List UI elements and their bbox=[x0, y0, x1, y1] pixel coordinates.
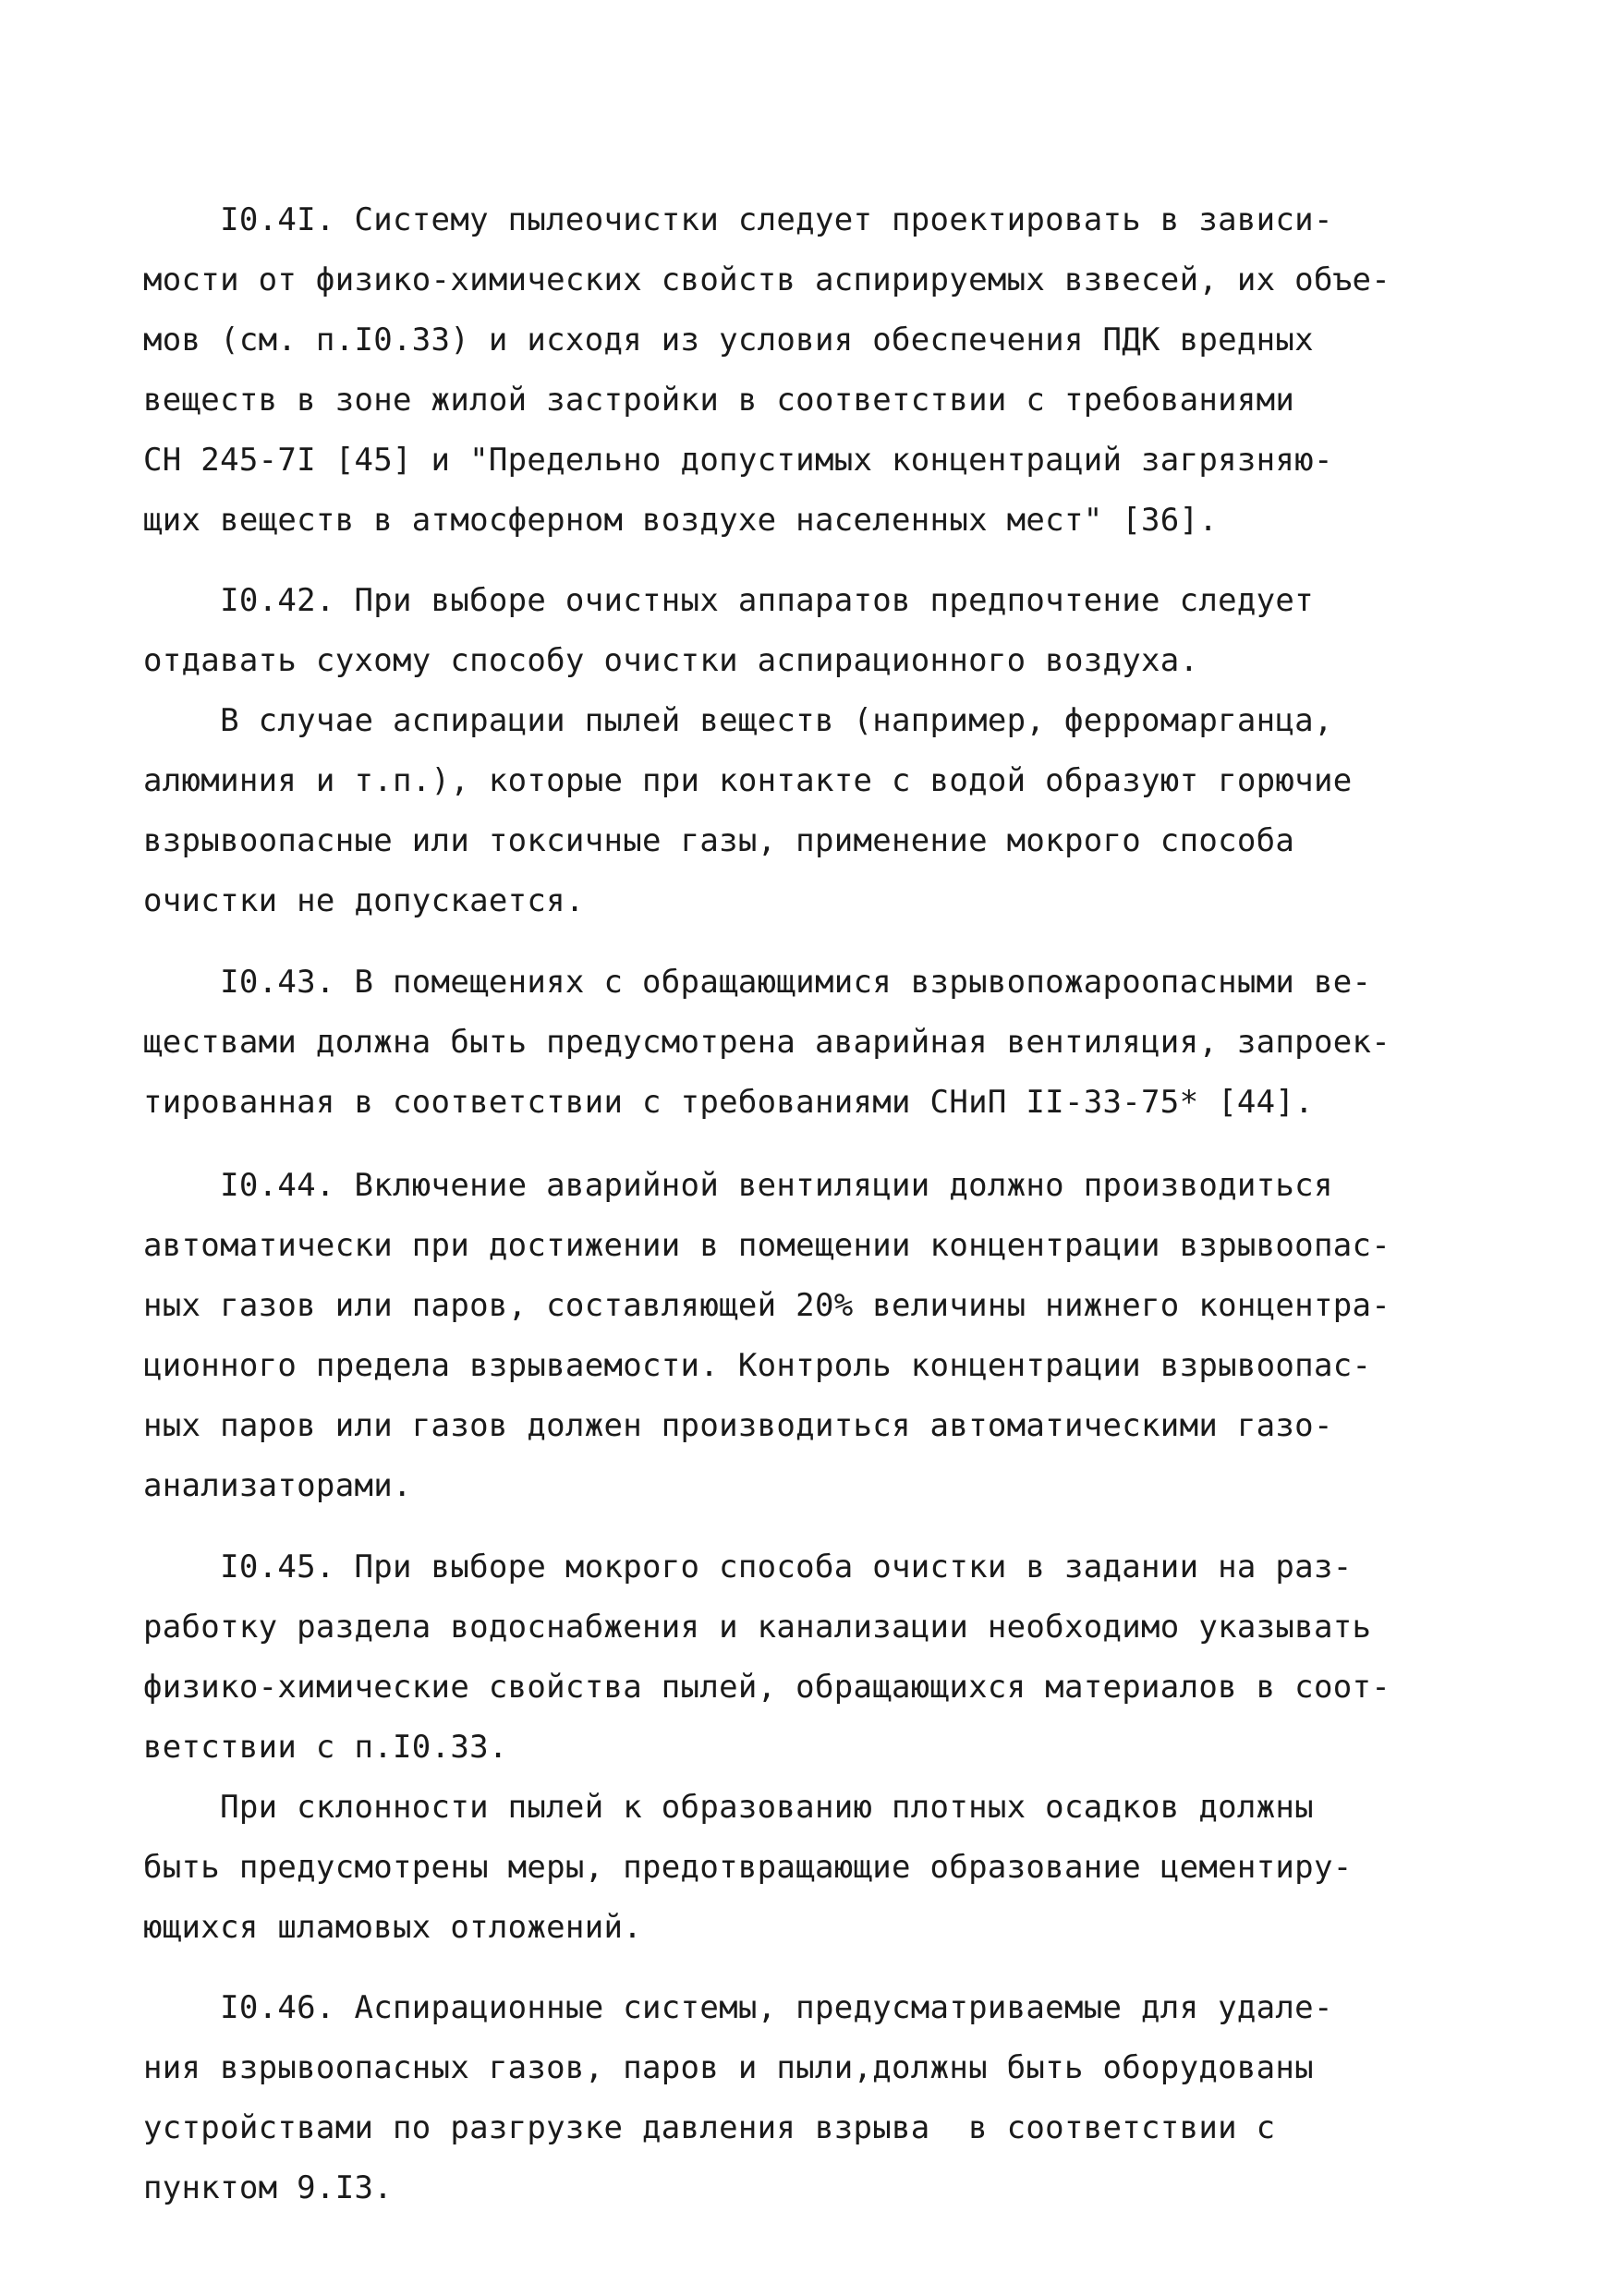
text-line: ния взрывоопасных газов, паров и пыли,должны быть оборудованы bbox=[143, 2049, 1314, 2086]
text-line: I0.4I. Систему пылеочистки следует проектировать в зависи- bbox=[143, 201, 1333, 238]
text-line: работку раздела водоснабжения и канализации необходимо указывать bbox=[143, 1609, 1372, 1646]
text-line: анализаторами. bbox=[143, 1467, 412, 1504]
text-line: I0.45. При выборе мокрого способа очистки в задании на раз- bbox=[143, 1549, 1353, 1585]
text-line: ных газов или паров, составляющей 20% величины нижнего концентра- bbox=[143, 1287, 1391, 1324]
text-line: физико-химические свойства пылей, обращающихся материалов в соот- bbox=[143, 1669, 1391, 1706]
text-line: ветствии с п.I0.33. bbox=[143, 1729, 508, 1766]
text-line: ных паров или газов должен производиться автоматическими газо- bbox=[143, 1407, 1333, 1444]
text-line: СН 245-7I [45] и "Предельно допустимых концентраций загрязняю- bbox=[143, 442, 1333, 479]
text-line: I0.43. В помещениях с обращающимися взрывопожароопасными ве- bbox=[143, 964, 1372, 1001]
text-line: алюминия и т.п.), которые при контакте с водой образуют горючие bbox=[143, 762, 1353, 799]
text-line: автоматически при достижении в помещении концентрации взрывоопас- bbox=[143, 1227, 1391, 1264]
text-line: мости от физико-химических свойств аспирируемых взвесей, их объе- bbox=[143, 261, 1391, 298]
text-line: веществ в зоне жилой застройки в соответствии с требованиями bbox=[143, 382, 1295, 419]
text-line: ционного предела взрываемости. Контроль концентрации взрывоопас- bbox=[143, 1347, 1372, 1384]
text-line: мов (см. п.I0.33) и исходя из условия обеспечения ПДК вредных bbox=[143, 322, 1314, 358]
text-line: взрывоопасные или токсичные газы, применение мокрого способа bbox=[143, 822, 1295, 859]
text-line: В случае аспирации пылей веществ (например, ферромарганца, bbox=[143, 702, 1333, 739]
text-line: I0.44. Включение аварийной вентиляции должно производиться bbox=[143, 1167, 1333, 1204]
text-line: I0.42. При выборе очистных аппаратов предпочтение следует bbox=[143, 582, 1314, 619]
text-line: тированная в соответствии с требованиями СНиП II-33-75* [44]. bbox=[143, 1084, 1314, 1121]
text-line: ществами должна быть предусмотрена аварийная вентиляция, запроек- bbox=[143, 1024, 1391, 1061]
text-line: быть предусмотрены меры, предотвращающие образование цементиру- bbox=[143, 1849, 1353, 1886]
text-line: При склонности пылей к образованию плотных осадков должны bbox=[143, 1789, 1314, 1826]
text-line: щих веществ в атмосферном воздухе населенных мест" [36]. bbox=[143, 502, 1219, 539]
text-line: отдавать сухому способу очистки аспирационного воздуха. bbox=[143, 642, 1199, 679]
text-line: ющихся шламовых отложений. bbox=[143, 1909, 643, 1946]
text-line: очистки не допускается. bbox=[143, 882, 585, 919]
text-line: I0.46. Аспирационные системы, предусматриваемые для удале- bbox=[143, 1989, 1333, 2026]
text-line: пунктом 9.I3. bbox=[143, 2169, 394, 2206]
text-line: устройствами по разгрузке давления взрыва в соответствии с bbox=[143, 2109, 1276, 2146]
